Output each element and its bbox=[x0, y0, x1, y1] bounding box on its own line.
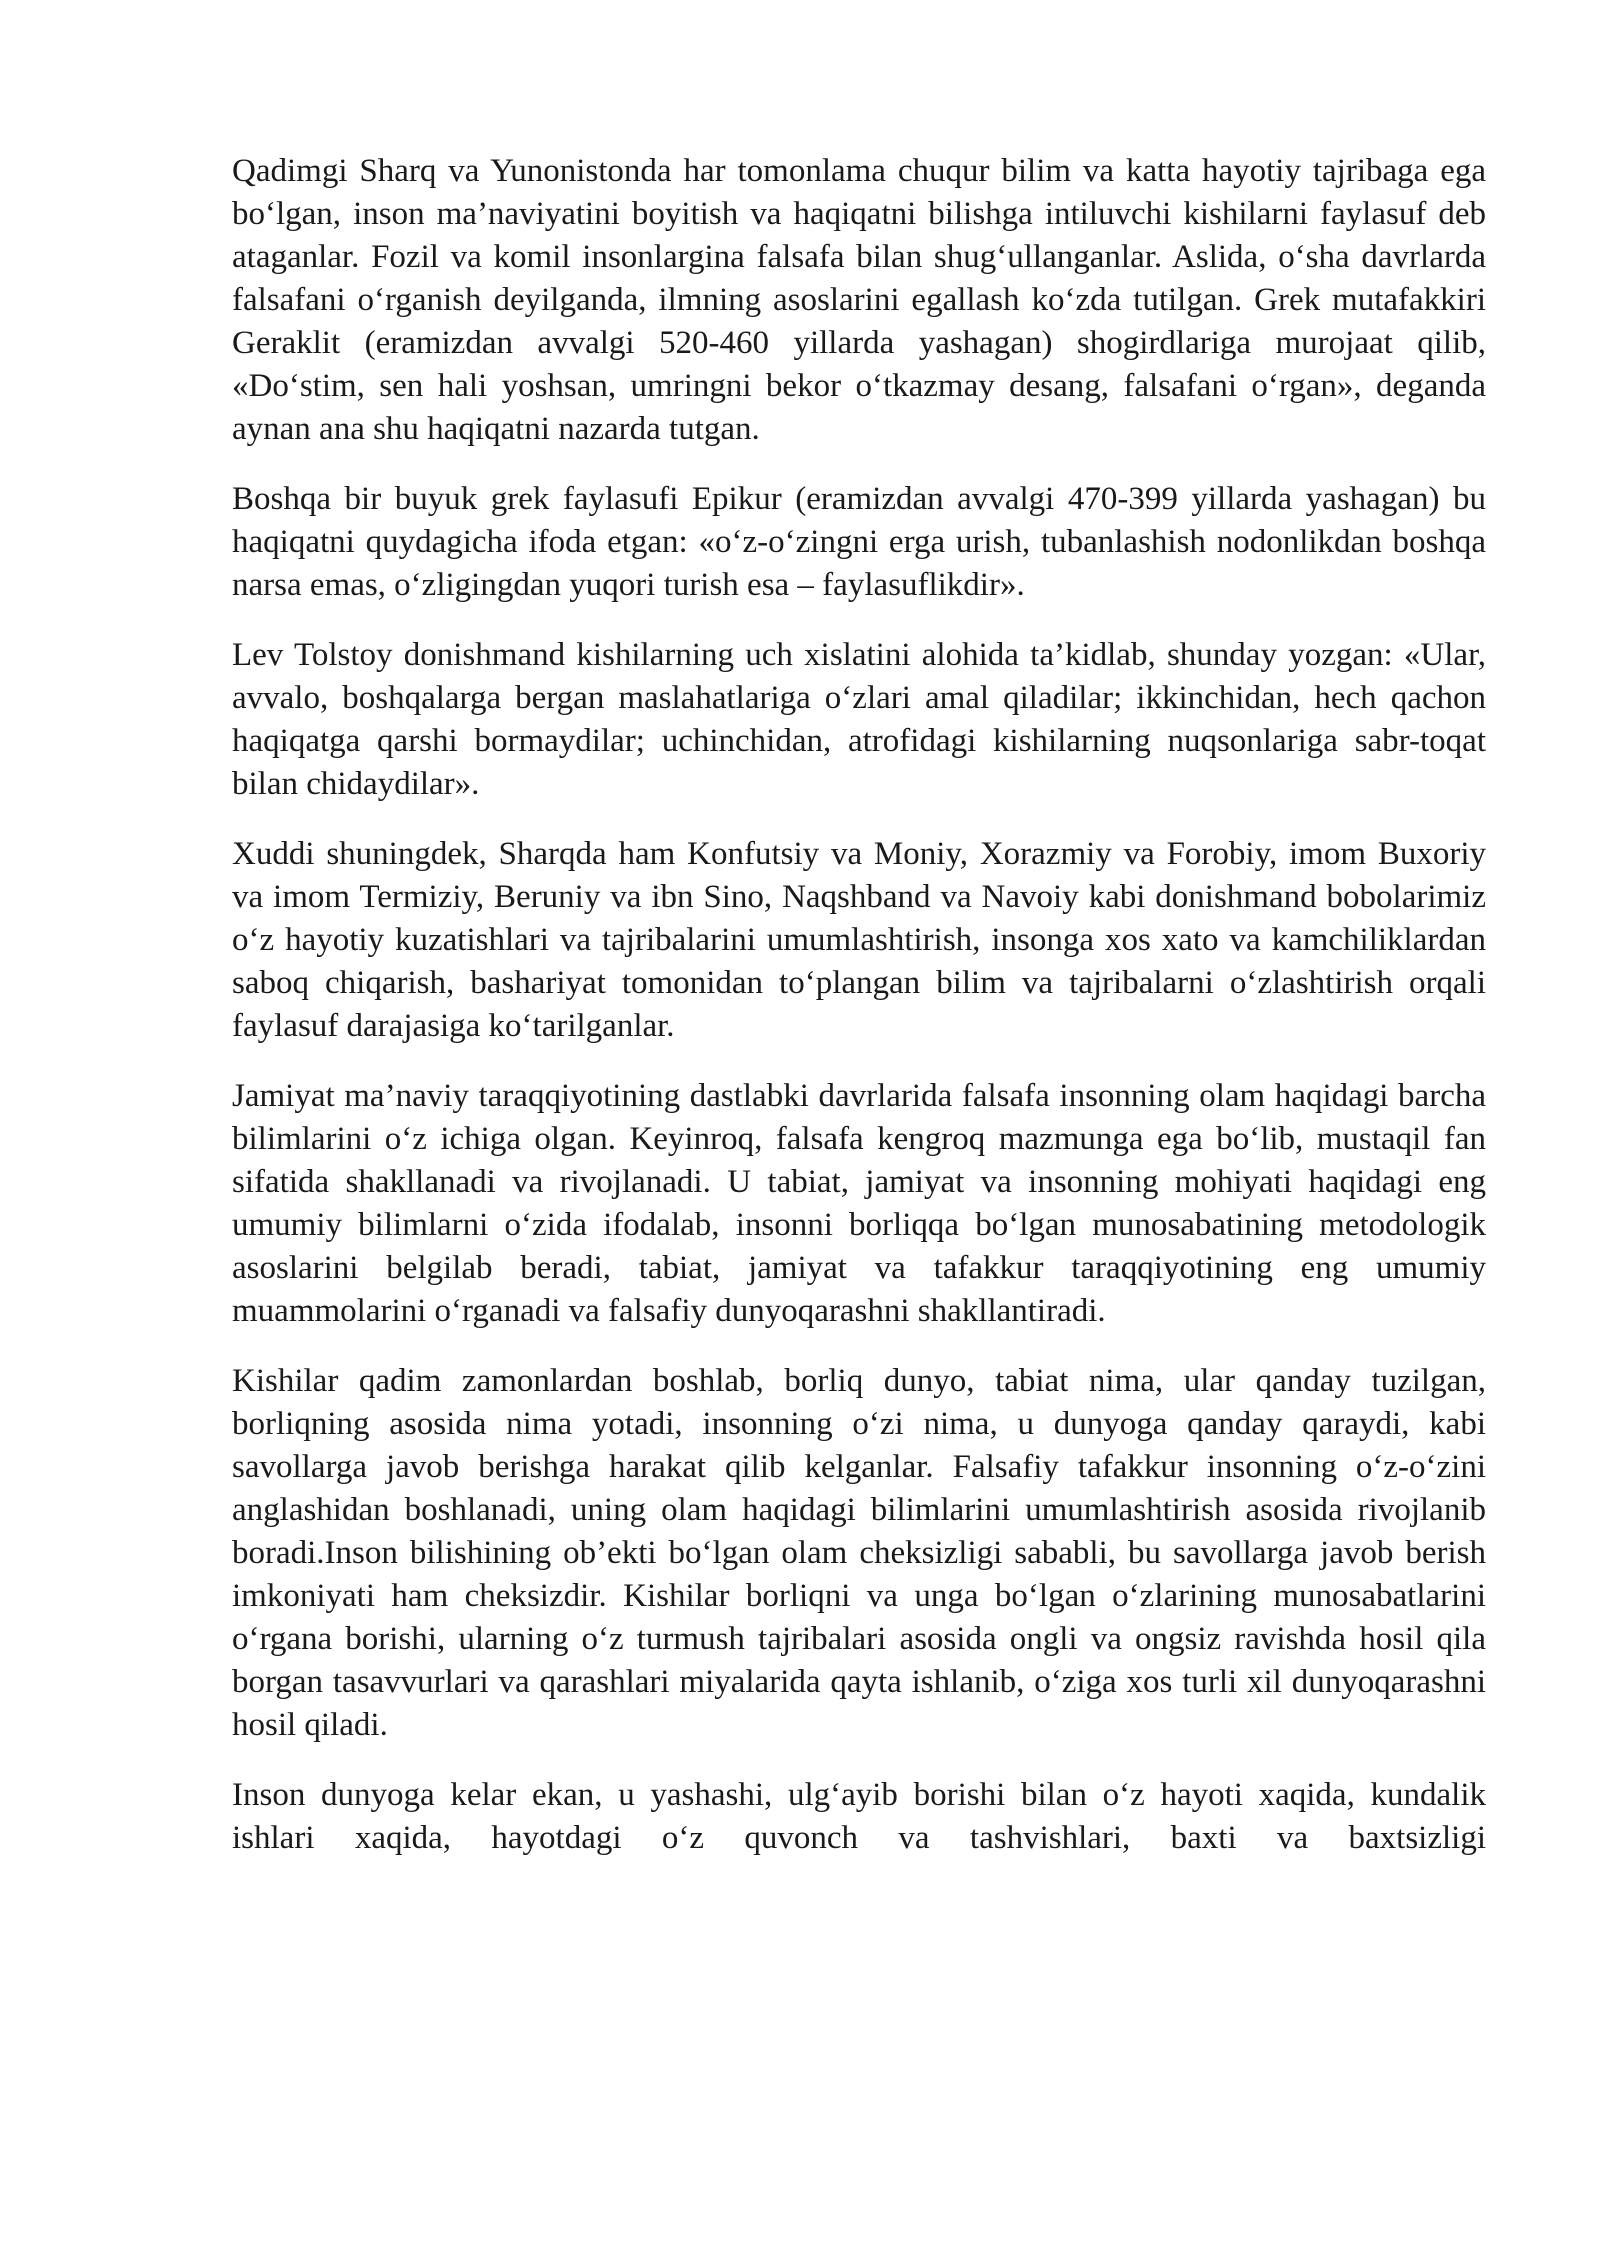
paragraph-3: Lev Tolstoy donishmand kishilarning uch xislatini alohida ta’kidlab, shunday yozgan: «Ular, avvalo, boshqalarga bergan maslahatlariga o‘zlari amal qiladilar; ikkinchidan, hech qachon haqiqatga qarshi bormaydilar; uchinchidan, atrofidagi kishilarning nuqsonlariga sabr-toqat bilan chidaydilar». bbox=[232, 637, 1486, 802]
document-body bbox=[232, 150, 1486, 1860]
paragraph-7: Inson dunyoga kelar ekan, u yashashi, ulg‘ayib borishi bilan o‘z hayoti xaqida, kundalik ishlari xaqida, hayotdagi o‘z quvonch va tashvishlari, baxti va baxtsizligi bbox=[232, 1777, 1486, 1856]
paragraph-5: Jamiyat ma’naviy taraqqiyotining dastlabki davrlarida falsafa insonning olam haqidagi barcha bilimlarini o‘z ichiga olgan. Keyinroq, falsafa kengroq mazmunga ega bo‘lib, mustaqil fan sifatida shakllanadi va rivojlanadi. U tabiat, jamiyat va insonning mohiyati haqidagi eng umumiy bilimlarni o‘zida ifodalab, insonni borliqqa bo‘lgan munosabatining metodologik asoslarini belgilab beradi, tabiat, jamiyat va tafakkur taraqqiyotining eng umumiy muammolarini o‘rganadi va falsafiy dunyoqarashni shakllantiradi. bbox=[232, 1078, 1486, 1329]
paragraph-1: Qadimgi Sharq va Yunonistonda har tomonlama chuqur bilim va katta hayotiy tajribaga ega bo‘lgan, inson ma’naviyatini boyitish va haqiqatni bilishga intiluvchi kishilarni faylasuf deb ataganlar. Fozil va komil insonlargina falsafa bilan shug‘ullanganlar. Aslida, o‘sha davrlarda falsafani o‘rganish deyilganda, ilmning asoslarini egallash ko‘zda tutilgan. Grek mutafakkiri Geraklit (eramizdan avvalgi 520-460 yillarda yashagan) shogirdlariga murojaat qilib, «Do‘stim, sen hali yoshsan, umringni bekor o‘tkazmay desang, falsafani o‘rgan», deganda aynan ana shu haqiqatni nazarda tutgan. bbox=[232, 153, 1486, 447]
paragraph-2: Boshqa bir buyuk grek faylasufi Epikur (eramizdan avvalgi 470-399 yillarda yashagan) bu haqiqatni quydagicha ifoda etgan: «o‘z-o‘zingni erga urish, tubanlashish nodonlikdan boshqa narsa emas, o‘zligingdan yuqori turish esa – faylasuflikdir». bbox=[232, 481, 1486, 603]
paragraph-6: Kishilar qadim zamonlardan boshlab, borliq dunyo, tabiat nima, ular qanday tuzilgan, borliqning asosida nima yotadi, insonning o‘zi nima, u dunyoga qanday qaraydi, kabi savollarga javob berishga harakat qilib kelganlar. Falsafiy tafakkur insonning o‘z-o‘zini anglashidan boshlanadi, uning olam haqidagi bilimlarini umumlashtirish asosida rivojlanib boradi.Inson bilishining ob’ekti bo‘lgan olam cheksizligi sababli, bu savollarga javob berish imkoniyati ham cheksizdir. Kishilar borliqni va unga bo‘lgan o‘zlarining munosabatlarini o‘rgana borishi, ularning o‘z turmush tajribalari asosida ongli va ongsiz ravishda hosil qila borgan tasavvurlari va qarashlari miyalarida qayta ishlanib, o‘ziga xos turli xil dunyoqarashni hosil qiladi. bbox=[232, 1363, 1486, 1743]
paragraph-4: Xuddi shuningdek, Sharqda ham Konfutsiy va Moniy, Xorazmiy va Forobiy, imom Buxoriy va imom Termiziy, Beruniy va ibn Sino, Naqshband va Navoiy kabi donishmand bobolarimiz o‘z hayotiy kuzatishlari va tajribalarini umumlashtirish, insonga xos xato va kamchiliklardan saboq chiqarish, bashariyat tomonidan to‘plangan bilim va tajribalarni o‘zlashtirish orqali faylasuf darajasiga ko‘tarilganlar. bbox=[232, 836, 1486, 1044]
